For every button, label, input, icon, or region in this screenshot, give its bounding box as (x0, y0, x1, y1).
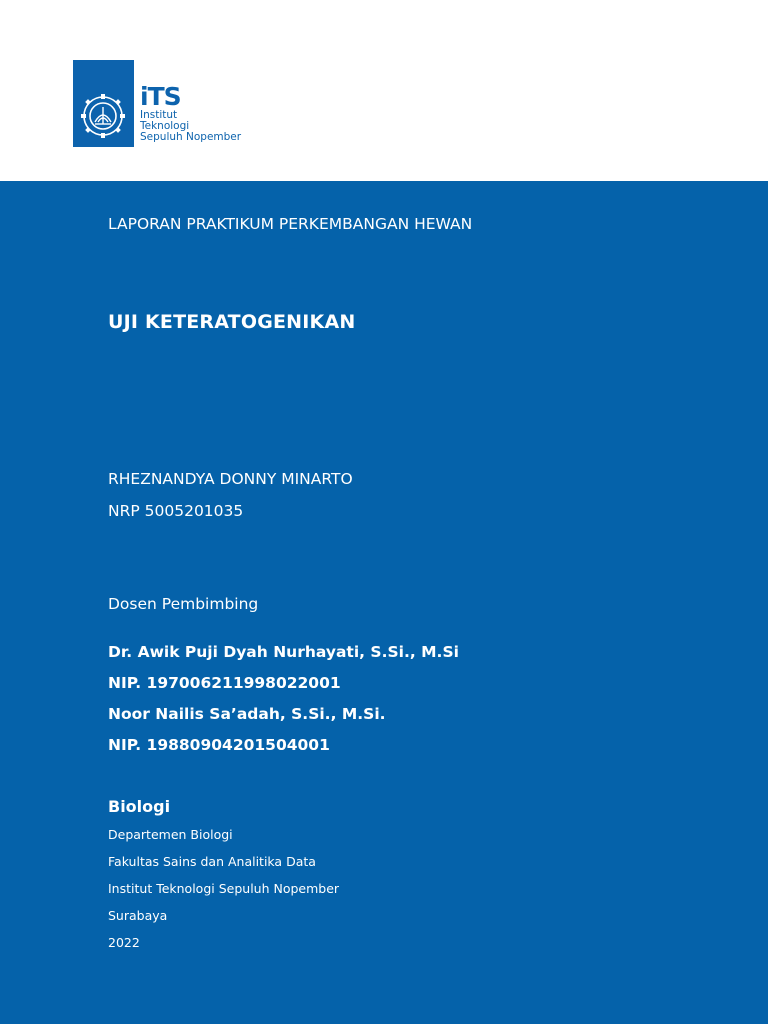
advisor-2-name: Noor Nailis Sa’adah, S.Si., M.Si. (108, 705, 386, 723)
logo-wordmark: iTS (140, 82, 181, 111)
logo-subtitle-line1: Institut (140, 109, 178, 121)
logo-subtitle-line2: Teknologi (140, 120, 190, 132)
student-nrp: NRP 5005201035 (108, 502, 244, 520)
advisor-2-nip: NIP. 19880904201504001 (108, 736, 330, 754)
department: Departemen Biologi (108, 827, 233, 842)
report-title: UJI KETERATOGENIKAN (108, 311, 356, 333)
year: 2022 (108, 935, 140, 950)
advisor-heading: Dosen Pembimbing (108, 595, 259, 613)
advisor-1-name: Dr. Awik Puji Dyah Nurhayati, S.Si., M.Si (108, 643, 459, 661)
faculty: Fakultas Sains dan Analitika Data (108, 854, 316, 869)
institute: Institut Teknologi Sepuluh Nopember (108, 881, 340, 896)
report-type: LAPORAN PRAKTIKUM PERKEMBANGAN HEWAN (108, 215, 473, 233)
gear-emblem-icon (73, 60, 134, 147)
advisor-1-nip: NIP. 197006211998022001 (108, 674, 341, 692)
header (0, 0, 768, 181)
city: Surabaya (108, 908, 168, 923)
logo-subtitle-line3: Sepuluh Nopember (140, 131, 242, 143)
its-emblem-icon (73, 60, 134, 147)
study-program: Biologi (108, 797, 171, 816)
student-name: RHEZNANDYA DONNY MINARTO (108, 470, 353, 488)
